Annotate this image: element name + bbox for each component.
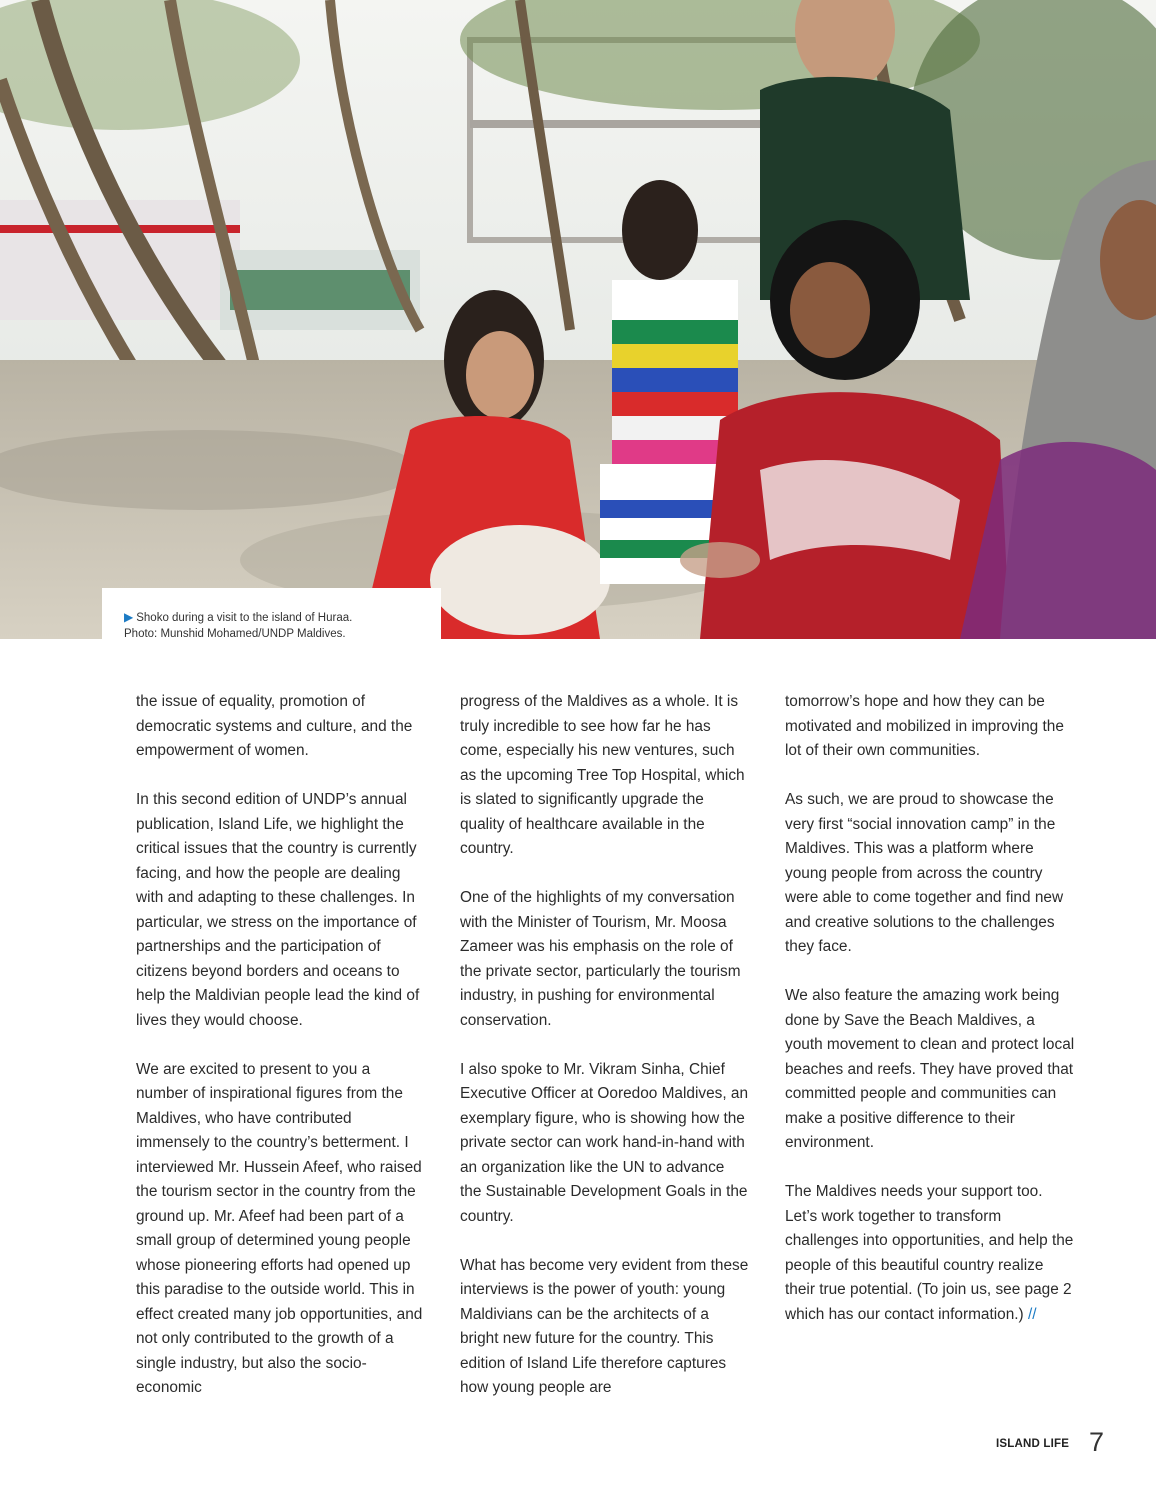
hero-photo: [0, 0, 1156, 639]
paragraph: We also feature the amazing work being done by Save the Beach Maldives, a youth movement to clean and protect local beaches and reefs. They have proved that committed people and communities can make a positive difference to their environment.: [785, 987, 1075, 1151]
paragraph: As such, we are proud to showcase the very first “social innovation camp” in the Maldives. This was a platform where young people from across the country were able to come together and find new and creative solutions to the challenges they face.: [785, 791, 1064, 955]
photo-illustration: [0, 0, 1156, 639]
text-column-2: [460, 690, 750, 1425]
paragraph: tomorrow’s hope and how they can be motivated and mobilized in improving the lot of their own communities.: [785, 693, 1064, 759]
paragraph: What has become very evident from these interviews is the power of youth: young Maldivians can be the architects of a bright new future for the country. This edition of Island Life therefore captures how young people are: [460, 1256, 749, 1396]
text-column-1: [136, 690, 426, 1425]
text-column-3: [785, 690, 1075, 1352]
play-arrow-icon: ▶: [124, 610, 134, 624]
end-mark: //: [1027, 1305, 1037, 1323]
paragraph-text: The Maldives needs your support too. Let’s work together to transform challenges into opportunities, and help the people of this beautiful country realize their true potential. (To join us, see page 2 which has our contact information.): [785, 1183, 1074, 1323]
page-number: 7: [1089, 1427, 1105, 1457]
publication-name: ISLAND LIFE: [996, 1438, 1070, 1450]
paragraph-last: [785, 1180, 1075, 1327]
photo-caption: [102, 588, 441, 639]
paragraph: In this second edition of UNDP’s annual publication, Island Life, we highlight the critical issues that the country is currently facing, and how the people are dealing with and adapting to these challenges. In particular, we stress on the importance of partnerships and the participation of citizens beyond borders and oceans to help the Maldivian people lead the kind of lives they would choose.: [136, 791, 420, 1029]
paragraph: We are excited to present to you a number of inspirational figures from the Maldives, who have contributed immensely to the country’s betterment. I interviewed Mr. Hussein Afeef, who raised the tourism sector in the country from the ground up. Mr. Afeef had been part of a small group of determined young people whose pioneering efforts had opened up this paradise to the outside world. This in effect created many job opportunities, and not only contributed to the growth of a single industry, but also the socio-economic: [136, 1060, 423, 1396]
paragraph: the issue of equality, promotion of democratic systems and culture, and the empowerment of women.: [136, 693, 413, 759]
caption-line-1: [124, 609, 441, 626]
paragraph: I also spoke to Mr. Vikram Sinha, Chief Executive Officer at Ooredoo Maldives, an exemplary figure, who is showing how the private sector can work hand-in-hand with an organization like the UN to advance the Sustainable Development Goals in the country.: [460, 1060, 749, 1225]
caption-text: Shoko during a visit to the island of Huraa.: [136, 612, 353, 624]
paragraph: One of the highlights of my conversation with the Minister of Tourism, Mr. Moosa Zameer was his emphasis on the role of the private sector, particularly the tourism industry, in pushing for environmental conservation.: [460, 889, 741, 1029]
caption-line-2: Photo: Munshid Mohamed/UNDP Maldives.: [124, 628, 346, 639]
paragraph: progress of the Maldives as a whole. It is truly incredible to see how far he has come, especially his new ventures, such as the upcoming Tree Top Hospital, which is slated to significantly upgrade the quality of healthcare available in the country.: [460, 693, 745, 857]
